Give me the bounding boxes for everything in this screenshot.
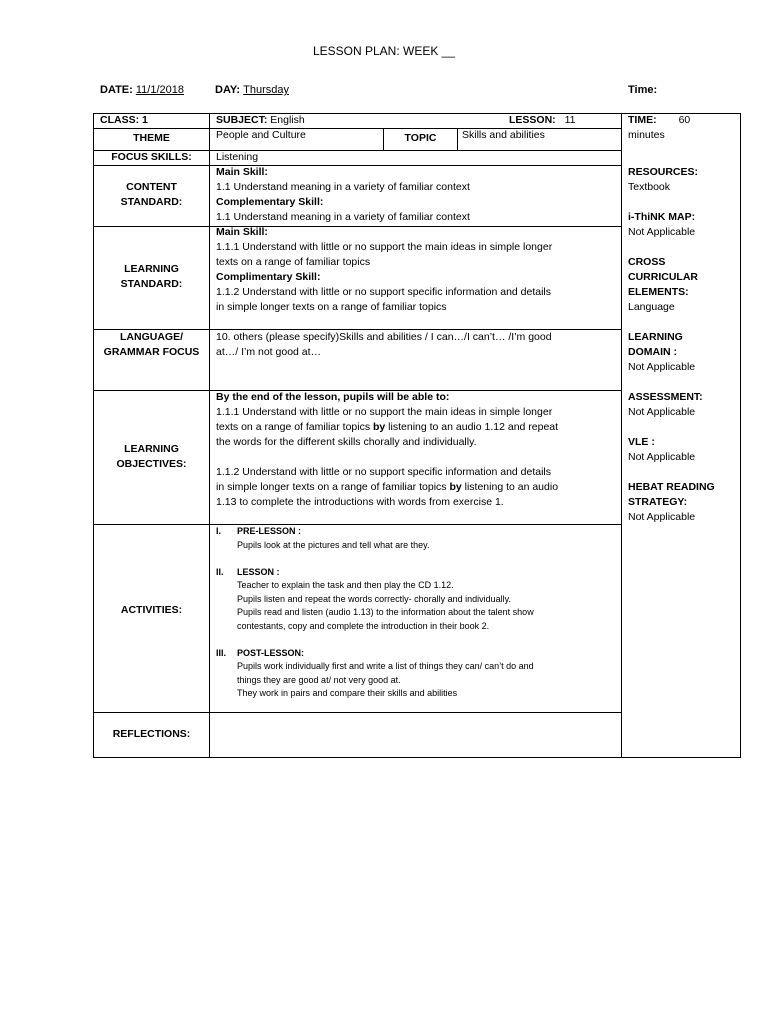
objectives-text: By the end of the lesson, pupils will be able to: 1.1.1 Understand with little or no support the main ideas in simple longer texts on a range of familiar topics by listening to an audio 1.12 and repeat the words for the different skills chorally and individually. 1.1.2 Understand with little or no support specific information and details in simple longer texts on a range of familiar topics by listening to an audio 1.13 to complete the introductions with words from exercise 1. xyxy=(216,391,559,508)
page-title: LESSON PLAN: WEEK __ xyxy=(312,44,456,58)
language-label: LANGUAGE/ GRAMMAR FOCUS xyxy=(103,331,200,358)
lesson-value: 11 xyxy=(564,114,576,126)
class-label: CLASS: 1 xyxy=(100,114,148,126)
theme-value: People and Culture xyxy=(216,129,306,141)
lesson-label: LESSON: xyxy=(509,114,556,126)
objectives-label: LEARNING OBJECTIVES: xyxy=(116,443,187,470)
topic-label: TOPIC xyxy=(404,132,437,144)
theme-label: THEME xyxy=(133,132,170,144)
activities-label: ACTIVITIES: xyxy=(120,604,183,616)
date-value: 11/1/2018 xyxy=(135,84,184,96)
learning-standard-label: LEARNING STANDARD: xyxy=(120,263,183,290)
date-field xyxy=(100,84,184,96)
day-field xyxy=(215,84,289,96)
time-label: Time: xyxy=(628,84,658,96)
learning-standard-text: Main Skill: 1.1.1 Understand with little or no support the main ideas in simple longer texts on a range of familiar topics Complimentary Skill: 1.1.2 Understand with little or no support specific information and details in simple longer texts on a range of familiar topics xyxy=(216,226,553,313)
subject-field xyxy=(216,113,305,128)
topic-value: Skills and abilities xyxy=(462,129,545,141)
content-standard-text: Main Skill: 1.1 Understand meaning in a variety of familiar context Complementary Skill: 1.1 Understand meaning in a variety of familiar context xyxy=(216,166,470,223)
language-text: 10. others (please specify)Skills and abilities / I can…/I can’t… /I’m good at…/ I’m not good at… xyxy=(216,331,552,358)
content-standard-label: CONTENT STANDARD: xyxy=(120,181,183,208)
focus-value: Listening xyxy=(216,151,259,163)
date-label: DATE: xyxy=(100,84,133,96)
lesson-field xyxy=(509,113,576,128)
reflections-label: REFLECTIONS: xyxy=(112,728,191,740)
day-value: Thursday xyxy=(243,84,289,96)
subject-label: SUBJECT: xyxy=(216,114,268,126)
subject-value: English xyxy=(270,114,305,126)
day-label: DAY: xyxy=(215,84,241,96)
activities-text: I. PRE-LESSON : Pupils look at the pictures and tell what are they. II. LESSON : Teacher to explain the task and then play the CD 1.12. Pupils listen and repeat the words correctly- chorally and individually. Pupils read and listen (audio 1.13) to the information about the talent show contestants, copy and complete the introduction in their book 2. III. POST-LESSON: Pupils work individually first and write a list of things they can/ can’t do and things they are good at/ not very good at. They work in pairs and compare their skills and abilities xyxy=(216,526,534,698)
side-column: TIME: 60 minutes RESOURCES: Textbook i-ThiNK MAP: Not Applicable CROSS CURRICULAR ELEMENTS: Language LEARNING DOMAIN : Not Applicable ASSESSMENT: Not Applicable VLE : Not Applicable HEBAT READING STRATEGY: Not Applicable xyxy=(628,114,715,523)
focus-label: FOCUS SKILLS: xyxy=(111,151,192,163)
